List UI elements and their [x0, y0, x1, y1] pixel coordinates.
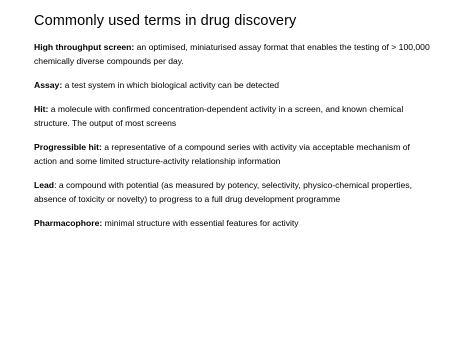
slide-title: Commonly used terms in drug discovery: [34, 13, 297, 29]
term-assay: [34, 78, 436, 92]
term-definition: a molecule with confirmed concentration-dependent activity in a screen, and known chemical structure. The output of most screens: [34, 104, 404, 128]
term-name: Pharmacophore:: [34, 218, 103, 228]
term-lead: [34, 178, 436, 206]
term-definition: minimal structure with essential features for activity: [102, 218, 299, 228]
term-name: Hit:: [34, 104, 49, 114]
term-pharmacophore: [34, 216, 436, 230]
term-high-throughput-screen: [34, 40, 436, 68]
term-name: Progressible hit:: [34, 142, 102, 152]
term-definition: a test system in which biological activity can be detected: [62, 80, 280, 90]
term-definition: : a compound with potential (as measured by potency, selectivity, physico-chemical properties, absence of toxicity or novelty) to progress to a full drug development programme: [34, 180, 412, 204]
term-name: High throughput screen:: [34, 42, 135, 52]
term-progressible-hit: [34, 140, 436, 168]
term-hit: [34, 102, 436, 130]
term-name: Assay:: [34, 80, 63, 90]
term-name: Lead: [34, 180, 55, 190]
term-definition: a representative of a compound series with activity via acceptable mechanism of action and some limited structure-activity relationship information: [34, 142, 410, 166]
term-definition: an optimised, miniaturised assay format that enables the testing of > 100,000 chemically diverse compounds per day.: [34, 42, 430, 66]
